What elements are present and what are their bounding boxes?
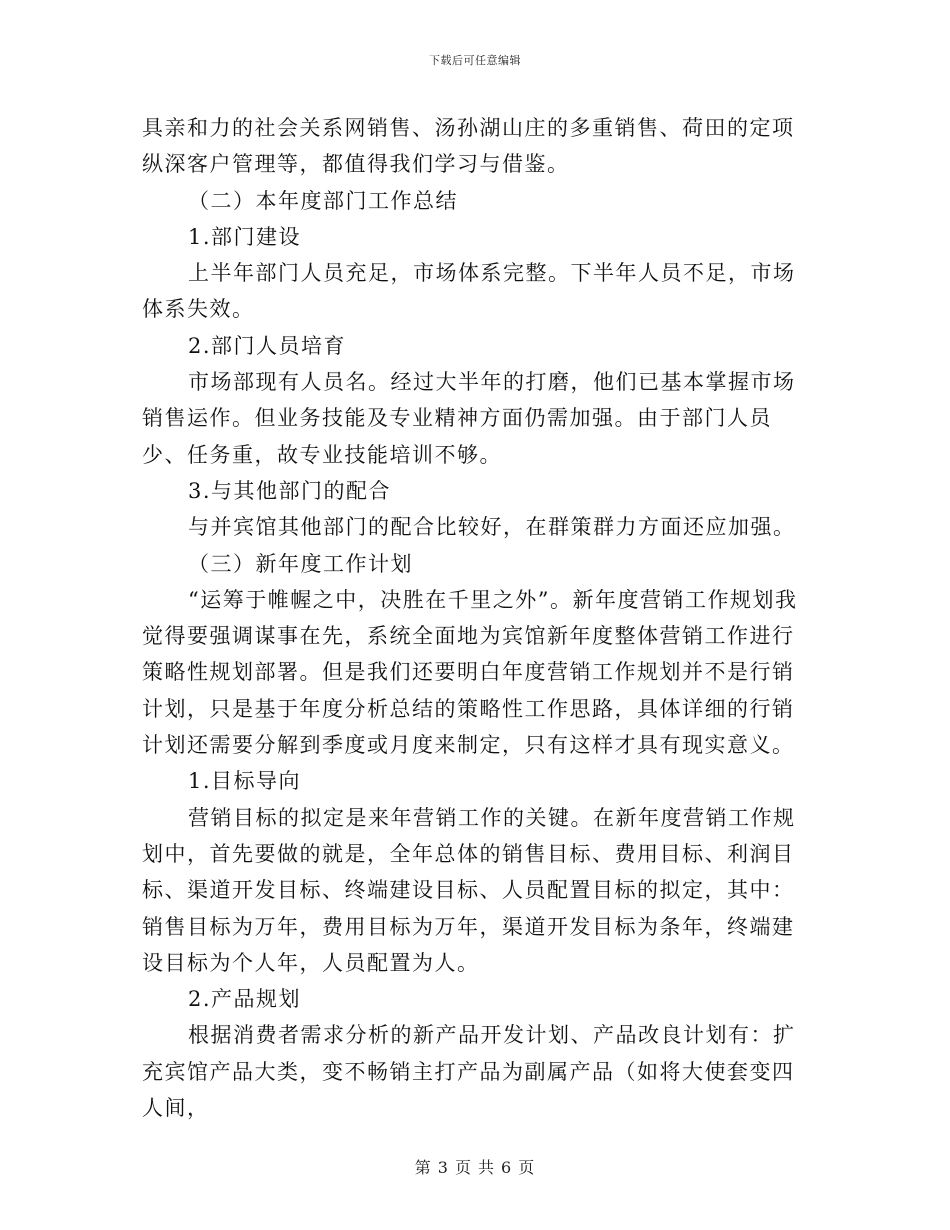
subsection-heading: 3.与其他部门的配合 xyxy=(188,478,392,503)
footer-label-of: 页 共 xyxy=(454,1158,496,1177)
section-heading: （二）本年度部门工作总结 xyxy=(188,188,458,213)
paragraph: 根据消费者需求分析的新产品开发计划、产品改良计划有：扩充宾馆产品大类，变不畅销主打产品为副属产品（如将大使套变四人间， xyxy=(142,1023,796,1121)
subsection-heading: 1.目标导向 xyxy=(188,769,302,794)
paragraph: 市场部现有人员名。经过大半年的打磨，他们已基本掌握市场销售运作。但业务技能及专业精神方面仍需加强。由于部门人员少、任务重，故专业技能培训不够。 xyxy=(142,370,796,467)
page-footer xyxy=(0,1155,950,1178)
total-pages-number: 6 xyxy=(501,1158,513,1177)
subsection-heading: 2.产品规划 xyxy=(188,987,302,1012)
document-body xyxy=(142,110,808,1126)
paragraph: 具亲和力的社会关系网销售、汤孙湖山庄的多重销售、荷田的定项纵深客户管理等，都值得我们学习与借鉴。 xyxy=(142,116,795,177)
paragraph: 与并宾馆其他部门的配合比较好，在群策群力方面还应加强。 xyxy=(188,515,796,540)
current-page-number: 3 xyxy=(437,1158,449,1177)
section-heading: （三）新年度工作计划 xyxy=(188,551,413,576)
paragraph: 营销目标的拟定是来年营销工作的关键。在新年度营销工作规划中，首先要做的就是，全年总体的销售目标、费用目标、利润目标、渠道开发目标、终端建设目标、人员配置目标的拟定，其中：销售目标为万年，费用目标为万年，渠道开发目标为条年，终端建设目标为个人年，人员配置为人。 xyxy=(142,805,796,975)
page-header-note: 下载后可任意编辑 xyxy=(429,54,521,67)
paragraph: 上半年部门人员充足，市场体系完整。下半年人员不足，市场体系失效。 xyxy=(142,261,796,322)
subsection-heading: 2.部门人员培育 xyxy=(188,333,347,358)
subsection-heading: 1.部门建设 xyxy=(188,224,302,249)
footer-label-page: 第 xyxy=(414,1158,432,1177)
footer-label-unit: 页 xyxy=(518,1158,536,1177)
paragraph: “运筹于帷幄之中，决胜在千里之外”。新年度营销工作规划我觉得要强调谋事在先，系统全面地为宾馆新年度整体营销工作进行策略性规划部署。但是我们还要明白年度营销工作规划并不是行销计划，只是基于年度分析总结的策略性工作思路，具体详细的行销计划还需要分解到季度或月度来制定，只有这样才具有现实意义。 xyxy=(142,587,798,758)
